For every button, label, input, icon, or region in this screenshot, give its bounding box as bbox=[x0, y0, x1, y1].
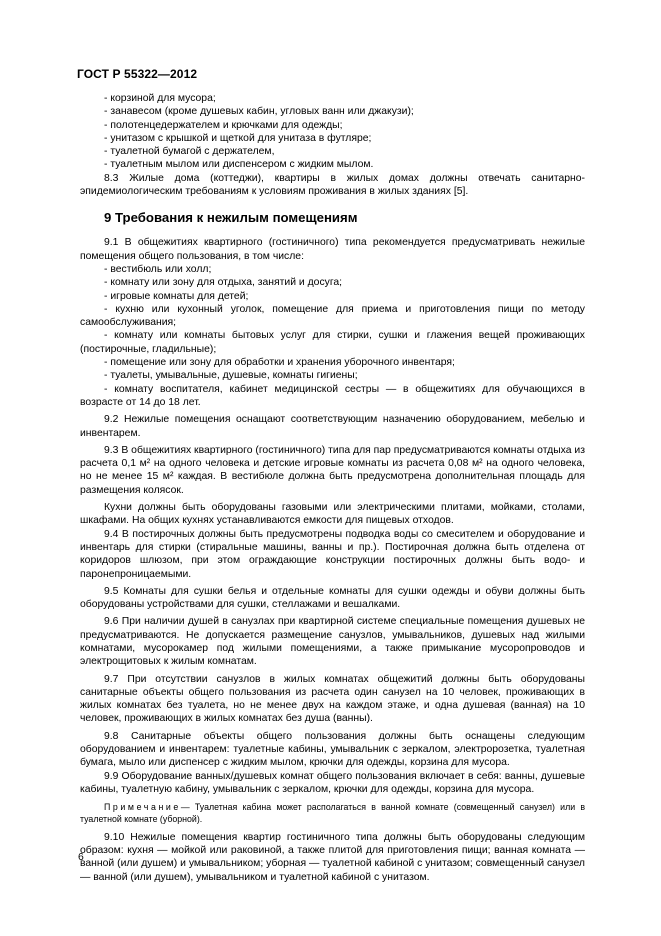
paragraph-8-3: 8.3 Жилые дома (коттеджи), квартиры в жилых домах должны отвечать санитарно-эпидемиологическим требованиям к условиям проживания в жилых зданиях [5]. bbox=[80, 172, 585, 198]
paragraph-9-1: 9.1 В общежитиях квартирного (гостиничного) типа рекомендуется предусматривать нежилые помещения общего пользования, в том числе: bbox=[80, 237, 585, 262]
list-item: - помещение или зону для обработки и хранения уборочного инвентаря; bbox=[104, 357, 455, 369]
list-item: - корзиной для мусора; bbox=[104, 93, 216, 104]
list-item: - комнату или комнаты бытовых услуг для стирки, сушки и глажения вещей проживающих (постирочные, гладильные); bbox=[80, 330, 585, 355]
note-label: Примечание bbox=[104, 802, 181, 813]
paragraph-9-10: 9.10 Нежилые помещения квартир гостиничного типа должны быть оборудованы следующим образом: кухня — мойкой или раковиной, а также плитой для приготовления пищи; ванная комната — ванной (или душем) и умывальником; уборная — туалетной кабиной с унитазом; совмещенный санузел — ванной (или душем), умывальником и туалетной кабиной с унитазом. bbox=[80, 831, 585, 883]
list-item: - вестибюль или холл; bbox=[104, 263, 212, 275]
list-item: - игровые комнаты для детей; bbox=[104, 290, 249, 302]
paragraph-9-7: 9.7 При отсутствии санузлов в жилых комнатах общежитий должны быть оборудованы санитарные объекты общего пользования из расчета один санузел на 10 человек, проживающих в жилых комнатах без туалета, но не менее двух на каждом этаже, и одна душевая (ванная) на 10 человек, проживающих в жилых комнатах без душа (ванны). bbox=[80, 673, 585, 725]
note-text: — Туалетная кабина может располагаться в ванной комнате (совмещенный санузел) или в туалетной комнате (уборной). bbox=[80, 802, 585, 825]
paragraph-9-8: 9.8 Санитарные объекты общего пользования должны быть оснащены следующим оборудованием и инвентарем: туалетные кабины, умывальник с зеркалом, электророзетка, туалетная бумага, мыло или диспенсер с жидким мылом, крючки для одежды, корзина для мусора. bbox=[80, 730, 585, 769]
paragraph-9-6: 9.6 При наличии душей в санузлах при квартирной системе специальные помещения душевых не предусматриваются. Не допускается размещение санузлов, умывальников, душевых над жилыми комнатами, мусорокамер под жилыми помещениями, а также примыкание мусоропроводов и электрощитовых к жилым комнатам. bbox=[80, 616, 585, 668]
paragraph-9-3: 9.3 В общежитиях квартирного (гостиничного) типа для пар предусматриваются комнаты отдыха из расчета 0,1 м² на одного человека и детские игровые комнаты из расчета 0,08 м² на одного человека, но не менее 15 м² каждая. В вестибюле должна быть предусмотрена дополнительная площадь для размещения колясок. bbox=[80, 444, 585, 496]
paragraph-9-5: 9.5 Комнаты для сушки белья и отдельные комнаты для сушки одежды и обуви должны быть оборудованы устройствами для сушки, стеллажами и вешалками. bbox=[80, 585, 585, 611]
paragraph-9-2: 9.2 Нежилые помещения оснащают соответствующим назначению оборудованием, мебелью и инвентарем. bbox=[80, 414, 585, 439]
list-item: - унитазом с крышкой и щеткой для унитаза в футляре; bbox=[104, 132, 372, 144]
list-item: - туалетной бумагой с держателем, bbox=[104, 146, 275, 158]
list-item: - полотенцедержателем и крючками для одежды; bbox=[104, 119, 343, 131]
document-header: ГОСТ Р 55322—2012 bbox=[77, 67, 198, 81]
section-heading: 9 Требования к нежилым помещениям bbox=[104, 210, 358, 226]
paragraph-9-4: 9.4 В постирочных должны быть предусмотрены подводка воды со смесителем и оборудование и инвентарь для стирки (стиральные машины, ванны и пр.). Постирочная должна быть отделена от коридоров шлюзом, при этом ограждающие конструкции постирочных должны быть водо- и паронепроницаемыми. bbox=[80, 528, 585, 580]
document-body bbox=[80, 92, 585, 884]
list-item: - туалетным мылом или диспенсером с жидким мылом. bbox=[104, 159, 374, 171]
list-item: - комнату или зону для отдыха, занятий и досуга; bbox=[104, 277, 343, 289]
note bbox=[80, 802, 585, 826]
paragraph-kitchens: Кухни должны быть оборудованы газовыми или электрическими плитами, мойками, столами, шкафами. На общих кухнях устанавливаются емкости для пищевых отходов. bbox=[80, 502, 585, 527]
list-item: - кухню или кухонный уголок, помещение для приема и приготовления пищи по методу самообслуживания; bbox=[80, 303, 585, 329]
page-number: 6 bbox=[78, 852, 84, 863]
list-item: - туалеты, умывальные, душевые, комнаты гигиены; bbox=[104, 370, 358, 382]
list-item: - занавесом (кроме душевых кабин, угловых ванн или джакузи); bbox=[104, 106, 414, 118]
paragraph-9-9: 9.9 Оборудование ванных/душевых комнат общего пользования включает в себя: ванны, душевые кабины, туалетную кабину, умывальник с зеркалом, крючки для одежды, корзина для мусора. bbox=[80, 770, 585, 795]
list-item: - комнату воспитателя, кабинет медицинской сестры — в общежитиях для обучающихся в возрасте от 14 до 18 лет. bbox=[80, 383, 585, 408]
